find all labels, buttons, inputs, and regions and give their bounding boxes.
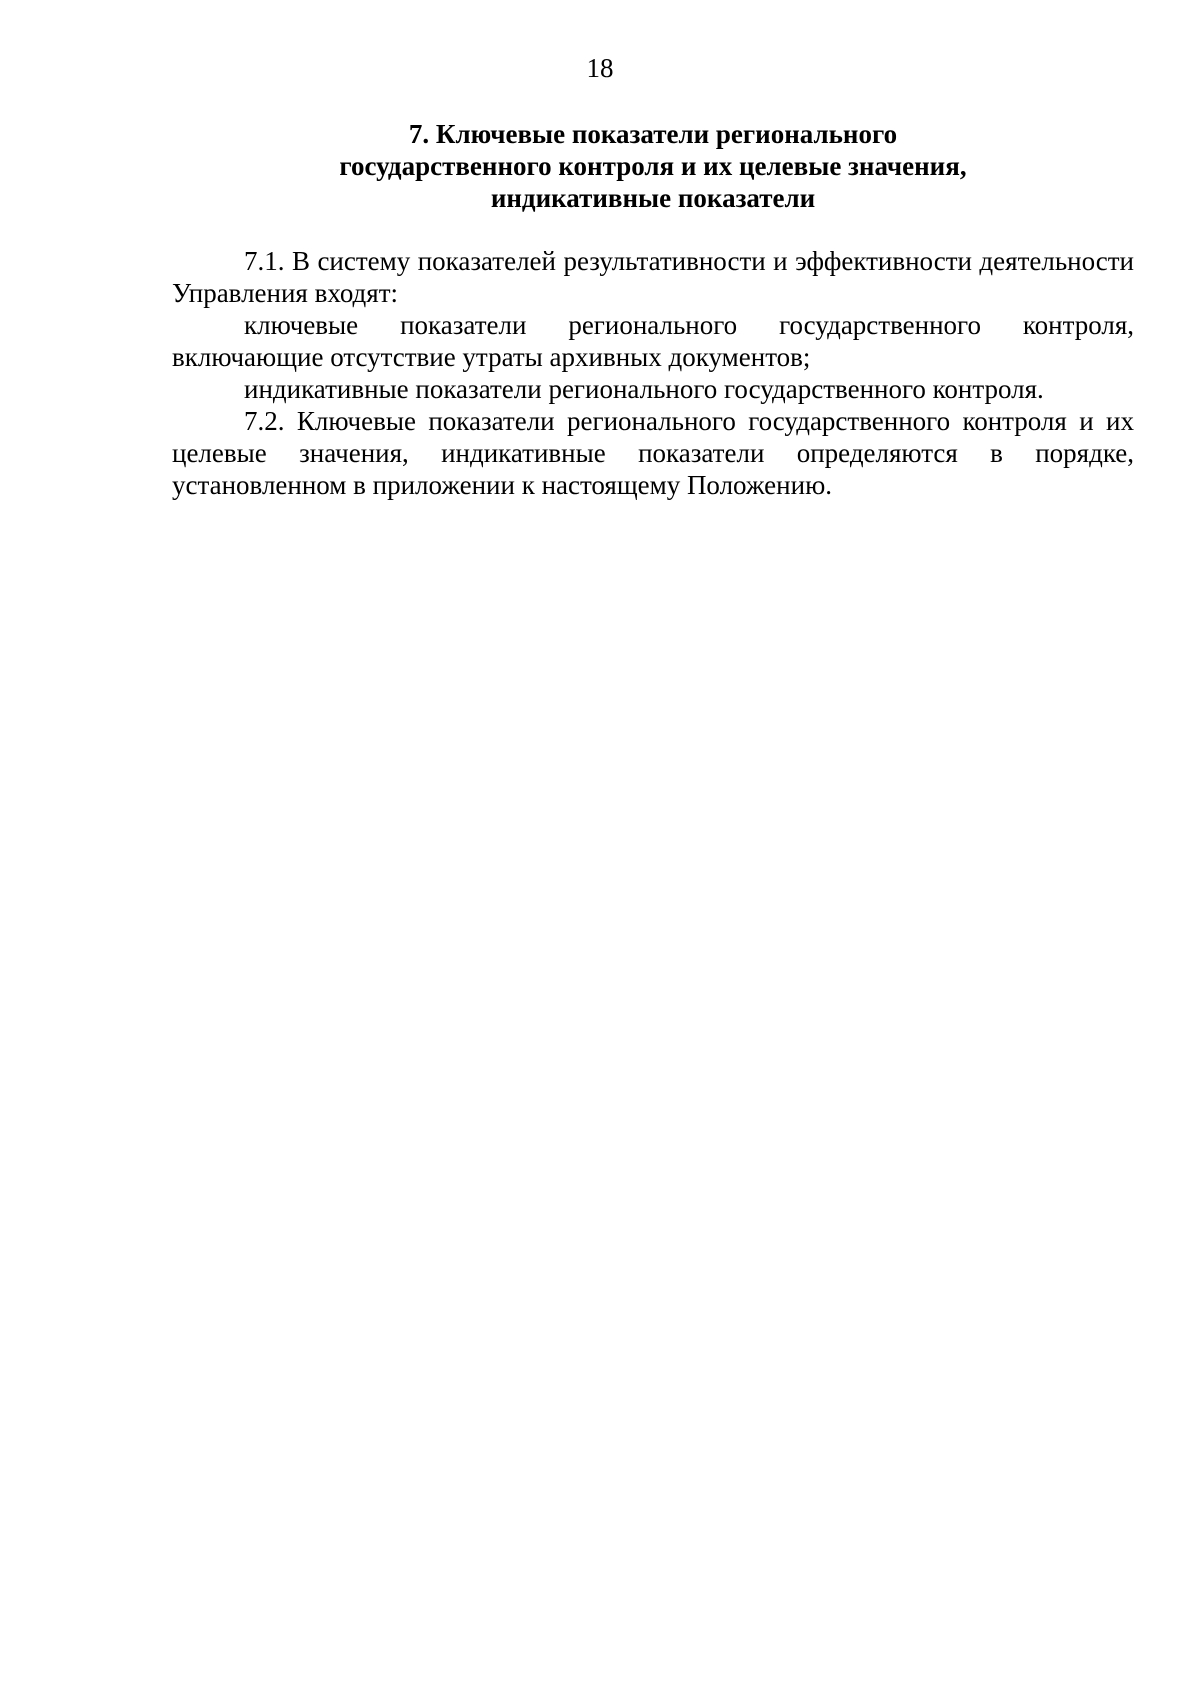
section-heading-line: государственного контроля и их целевые значения, [339, 151, 967, 181]
section-heading-line: 7. Ключевые показатели регионального [408, 119, 898, 149]
paragraph-7-1: 7.1. В систему показателей результативности и эффективности деятельности Управления входят: [172, 246, 1134, 308]
page-number: 18 [586, 53, 614, 83]
paragraph-key-indicators: ключевые показатели регионального государственного контроля, включающие отсутствие утраты архивных документов; [172, 310, 1134, 372]
paragraph-7-2: 7.2. Ключевые показатели регионального государственного контроля и их целевые значения, индикативные показатели определяются в порядке, установленном в приложении к настоящему Положению. [172, 406, 1134, 500]
section-heading [172, 118, 1134, 214]
section-body [172, 245, 1134, 501]
section-heading-line: индикативные показатели [490, 183, 816, 213]
paragraph-indicative-indicators: индикативные показатели регионального государственного контроля. [244, 374, 1044, 404]
